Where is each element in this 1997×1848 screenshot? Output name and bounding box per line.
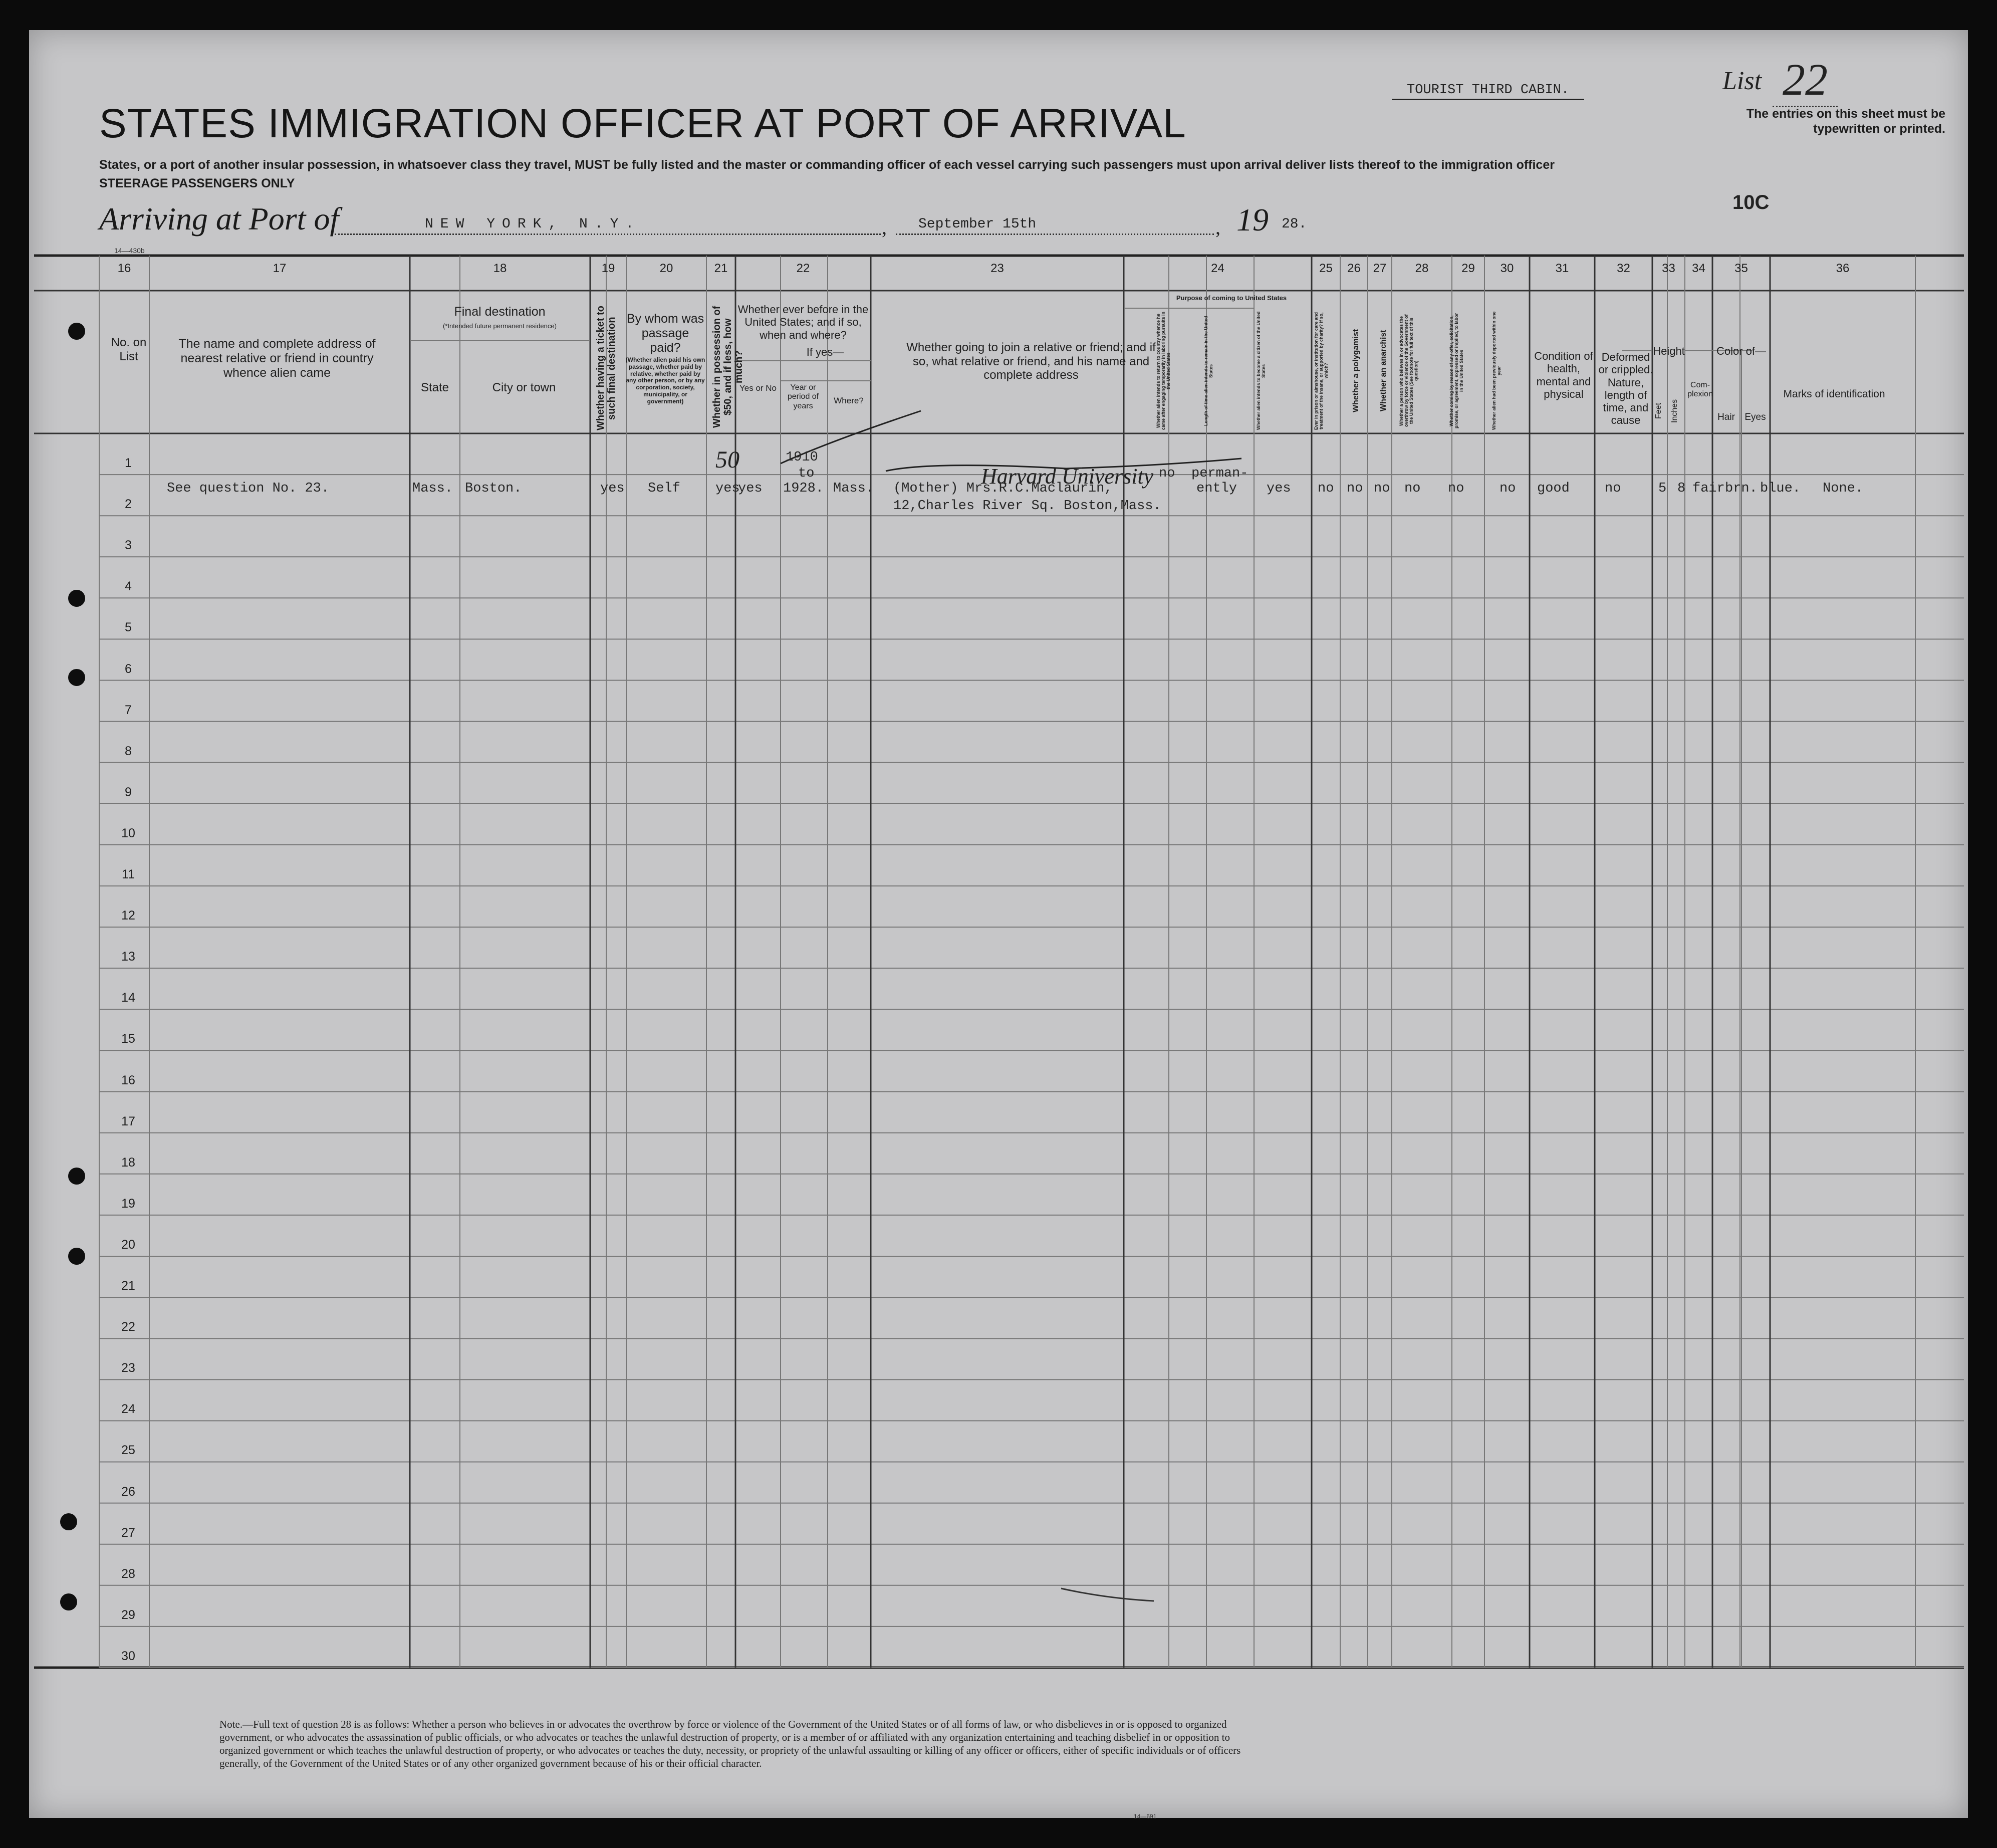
col-30-header: Whether alien had been previously deported within one year (1491, 311, 1502, 430)
arrival-date: September 15th (918, 216, 1037, 232)
arrival-port: NEW YORK, N.Y. (425, 216, 641, 232)
col-22-where: Where? (834, 396, 864, 405)
column-number: 22 (796, 262, 810, 275)
col-27-header: Whether an anarchist (1379, 330, 1388, 412)
column-number: 24 (1211, 262, 1224, 275)
col-17-header: The name and complete address of nearest relative or friend in country whence alien came (178, 337, 376, 380)
col-32-header: Deformed or crippled. Nature, length of time, and cause (1598, 351, 1653, 427)
col-36-header: Marks of identification (1783, 388, 1885, 400)
column-number: 16 (117, 262, 131, 275)
row-number: 15 (121, 1032, 135, 1046)
row-number: 24 (121, 1402, 135, 1417)
row-number: 17 (121, 1114, 135, 1128)
column-number: 29 (1461, 262, 1475, 275)
col-35-header: Color of— (1716, 345, 1767, 357)
hair-value: brn. (1725, 481, 1758, 496)
col-20-note: (Whether alien paid his own passage, whether paid by relative, whether paid by any other person, or by any corporation, society, municipality, or government) (625, 356, 705, 405)
row-number: 12 (121, 908, 135, 923)
row-number: 11 (122, 867, 135, 881)
form-code: 14—430b (114, 247, 145, 255)
join-line-2: 12,Charles River Sq. Boston,Mass. (893, 499, 1161, 514)
col-33-feet: Feet (1654, 403, 1663, 419)
col-33-header: Height (1653, 345, 1685, 357)
purpose-length-2: ently (1196, 481, 1237, 496)
height-inches: 8 (1677, 481, 1686, 496)
punch-hole (60, 1513, 77, 1530)
col-24-length: Length of time alien intends to remain in the United States (1203, 316, 1213, 426)
comma-1: , (882, 216, 887, 239)
column-number: 26 (1347, 262, 1361, 275)
punch-hole (68, 590, 85, 607)
complexion-value: fair (1692, 481, 1725, 496)
dest-state: Mass. (412, 481, 453, 496)
footer-code: 14—691 (1134, 1813, 1157, 1820)
where-value: Mass. (833, 481, 874, 496)
deformed-value: no (1605, 481, 1621, 496)
col-31-header: Condition of health, mental and physical (1534, 350, 1593, 400)
column-number: 25 (1319, 262, 1333, 275)
height-feet: 5 (1658, 481, 1667, 496)
row-number: 21 (121, 1279, 135, 1293)
row-number: 2 (125, 497, 132, 512)
column-number: 35 (1734, 262, 1748, 275)
money-handwritten: 50 (715, 446, 739, 473)
eyes-value: blue. (1760, 481, 1801, 496)
col-25-header: Ever in prison or almshouse, or institution for care and treatment of the insane, or supported by charity? If so, which? (1314, 312, 1329, 430)
arriving-label: Arriving at Port of (99, 201, 339, 237)
manifest-sheet (29, 30, 1968, 1818)
row-number: 23 (121, 1361, 135, 1375)
polygamist-value: no (1347, 481, 1363, 496)
col-19-header: Whether having a ticket to such final destination (595, 306, 617, 431)
join-handwritten: Harvard University (981, 464, 1154, 489)
prison-value: no (1318, 481, 1334, 496)
ticket-value: yes (600, 481, 625, 496)
column-number: 30 (1500, 262, 1514, 275)
column-number: 28 (1415, 262, 1429, 275)
col-29-header: Whether coming by reason of any offer, solicitation, promise, or agreement, expressed or implied, to labor in the United States (1449, 313, 1464, 429)
row-number: 4 (125, 579, 132, 594)
column-number: 18 (493, 262, 507, 275)
row-number: 19 (121, 1196, 135, 1211)
column-number: 34 (1692, 262, 1705, 275)
years-start: 1910 (786, 450, 818, 465)
row-number: 13 (121, 950, 135, 964)
row-number: 3 (125, 538, 132, 553)
footnote: Note.—Full text of question 28 is as follows: Whether a person who believes in or advocates the overthrow by force or violence of the Government of the United States or of all forms of law, or who disbelieves in or is opposed to organized government, or who advocates the assassination of public officials, or who advocates or teaches the unlawful destruction of property, or is a member of or affiliated with any organization entertaining and teaching disbelief in or opposition to organized government or which teaches the unlawful destruction of property, or who advocates or teaches the duty, necessity, or propriety of the unlawful assaulting or killing of any officer or officers, either of specific individuals or of officers generally, of the Government of the United States or of any other organized government because of his or their official character. (219, 1718, 1241, 1769)
column-number: 21 (714, 262, 728, 275)
col-28-header: Whether a person who believes in or advocates the overthrow by force or violence of the Government of the United States (See footnote for full text of this question) (1399, 314, 1419, 427)
instructions-text: States, or a port of another insular possession, in whatsoever class they travel, MUST be fully listed and the master or commanding officer of each vessel carrying such passengers must upon arrival deliver lists thereof to the immigration officer (99, 158, 1555, 172)
class-stamp: TOURIST THIRD CABIN. (1392, 83, 1584, 100)
deported-value: no (1500, 481, 1516, 496)
column-number: 20 (659, 262, 673, 275)
list-number: 22 (1773, 54, 1838, 107)
years-end: 1928. (783, 481, 824, 496)
col-33-inches: Inches (1670, 399, 1679, 423)
col-22-ifyes: If yes— (806, 346, 844, 358)
before-yes: yes (738, 481, 763, 496)
col-18-note: (*Intended future permanent residence) (443, 322, 557, 330)
overthrow-value: no (1404, 481, 1421, 496)
col-35-hair: Hair (1717, 412, 1735, 422)
health-value: good (1537, 481, 1570, 496)
row-number: 1 (125, 456, 132, 470)
anarchist-value: no (1374, 481, 1390, 496)
money-value: yes (715, 481, 740, 496)
col-18-city: City or town (492, 381, 556, 394)
row-number: 30 (121, 1649, 135, 1663)
col-23-header: Whether going to join a relative or friend; and if so, what relative or friend, and his name and complete address (906, 341, 1156, 382)
page-number: 10C (1732, 191, 1770, 213)
col-22-header: Whether ever before in the United States; and if so, when and where? (737, 303, 869, 341)
row-number: 14 (121, 991, 135, 1005)
col-18-state: State (420, 381, 449, 394)
column-number: 17 (273, 262, 287, 275)
purpose-length-1: perman- (1191, 466, 1249, 481)
col-34-header: Com-plexion (1687, 381, 1713, 399)
column-number: 33 (1662, 262, 1675, 275)
row-number: 28 (121, 1566, 135, 1581)
col-22-years: Year or period of years (787, 383, 819, 410)
row-number: 9 (125, 785, 132, 799)
col-24-return: Whether alien intends to return to country whence he came after engaging temporarily in laboring pursuits in the United States (1156, 311, 1171, 430)
punch-hole (68, 323, 85, 340)
col-35-eyes: Eyes (1744, 412, 1766, 422)
col-18-header: Final destination (454, 305, 546, 319)
year-prefix: 19 (1236, 202, 1269, 238)
marks-value: None. (1823, 481, 1864, 496)
join-line-1: (Mother) Mrs.R.C.Maclaurin, (893, 481, 1113, 496)
labor-offer-value: no (1448, 481, 1464, 496)
comma-2: , (1215, 216, 1220, 239)
relative-address: See question No. 23. (167, 481, 330, 496)
col-26-header: Whether a polygamist (1352, 329, 1360, 413)
row-number: 7 (125, 703, 132, 717)
column-number: 27 (1373, 262, 1387, 275)
steerage-label: STEERAGE PASSENGERS ONLY (99, 176, 295, 190)
col-21-header: Whether in possession of $50, and if less, how much? (711, 306, 744, 428)
row-number: 20 (121, 1237, 135, 1252)
column-number: 36 (1836, 262, 1850, 275)
passage-value: Self (648, 481, 680, 496)
col-22-yesno: Yes or No (739, 383, 777, 393)
table-grid (29, 30, 1968, 1818)
list-label: List (1722, 67, 1762, 95)
citizen-value: yes (1267, 481, 1291, 496)
punch-hole (60, 1593, 77, 1610)
punch-hole (68, 1168, 85, 1185)
col-24-header: Purpose of coming to United States (1176, 294, 1287, 302)
entries-note: The entries on this sheet must be typewritten or printed. (1746, 107, 1945, 136)
col-20-header: By whom was passage paid? (626, 312, 704, 355)
page-title: STATES IMMIGRATION OFFICER AT PORT OF ARRIVAL (99, 101, 1186, 146)
row-number: 22 (121, 1320, 135, 1334)
row-number: 26 (121, 1484, 135, 1499)
row-number: 5 (125, 620, 132, 635)
purpose-return: no (1159, 466, 1175, 481)
punch-hole (68, 1248, 85, 1265)
row-number: 6 (125, 661, 132, 676)
column-number: 32 (1617, 262, 1630, 275)
column-number: 31 (1555, 262, 1569, 275)
years-to: to (798, 466, 815, 481)
row-number: 29 (121, 1607, 135, 1622)
dest-city: Boston. (465, 481, 522, 496)
year-suffix: 28. (1282, 216, 1307, 232)
col-24-citizen: Whether alien intends to become a citizen of the United States (1256, 311, 1266, 430)
row-number: 25 (121, 1443, 135, 1458)
row-number: 8 (125, 744, 132, 758)
column-number: 19 (601, 262, 615, 275)
punch-hole (68, 669, 85, 686)
column-number: 23 (990, 262, 1004, 275)
row-number: 16 (121, 1073, 135, 1087)
col-16-header: No. on List (111, 336, 147, 363)
row-number: 27 (121, 1525, 135, 1540)
row-number: 18 (121, 1155, 135, 1170)
row-number: 10 (121, 826, 135, 840)
